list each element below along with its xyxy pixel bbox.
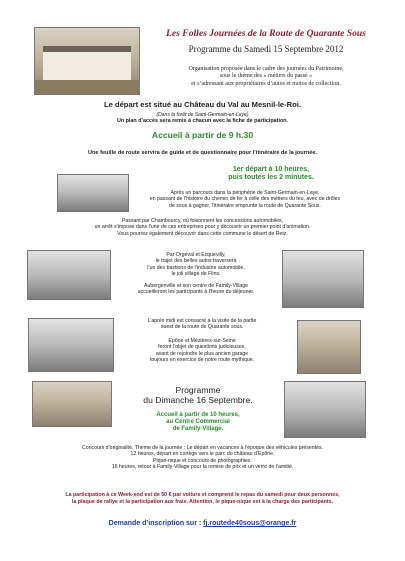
departure-times: [196, 166, 346, 183]
paragraph-epone: [116, 338, 288, 364]
postcard-photo-2: [297, 320, 361, 374]
paragraph-line: toujours en exercice de notre route mythique.: [149, 357, 255, 364]
paragraph-line: Aubergenville et son centre de Family-Village: [144, 283, 248, 289]
saturday-program-title: Programme du Samedi 15 Septembre 2012: [188, 44, 344, 54]
paragraph-line: de sous à gagner, l’itinéraire emprunte la route de Quarante Sous.: [169, 202, 321, 209]
garage-photo: [28, 318, 114, 372]
first-departure: 1er départ à 10 heures,: [232, 166, 310, 173]
intro-text: [146, 66, 386, 88]
roadbook-note: Une feuille de route servira de guide et de questionnaire pour l’itinéraire de la journée.: [87, 150, 318, 156]
paragraph-line: le joli village de Flins.: [171, 271, 221, 278]
sunday-detail-line: 12 heures, départ en cortège vers le parc du château d’Epône.: [130, 451, 275, 458]
contact-label: Demande d’inscription sur :: [108, 520, 202, 527]
paragraph-line: accueilleront les participants à l’heure du déjeuner.: [137, 289, 255, 296]
building-photo: [32, 381, 112, 427]
sunday-details: [10, 445, 395, 471]
sunday-title-line: du Dimanche 16 Septembre.: [143, 395, 253, 406]
sunday-welcome-line: Accueil à partir de 10 heures,: [156, 412, 240, 418]
paragraph-line: le trajet des belles autos traversera: [155, 258, 237, 265]
old-cars-photo: [284, 381, 366, 438]
contact-line: [0, 520, 405, 527]
participation-line: la plaque de rallye et la participation aux frais. Attention, le pique-nique est à la charge des participants.: [71, 499, 334, 505]
departure-interval: puis toutes les 2 minutes.: [228, 174, 314, 182]
forest-note: (Dans la forêt de Saint-Germain-en-Laye): [156, 112, 249, 118]
event-title: Les Folles Journées de la Route de Quarante Sous: [166, 28, 366, 39]
welcome-time: Accueil à partir de 9 h.30: [151, 130, 254, 140]
village-photo: [27, 250, 111, 300]
depart-title: Le départ est situé au Château du Val au Mesnil-le-Roi.: [103, 100, 302, 109]
paragraph-route-start: [110, 190, 380, 209]
sunday-welcome-line: au Centre Commercial: [166, 419, 230, 426]
sunday-detail-line: Pique-nique et concours de photographies.: [153, 457, 252, 464]
paragraph-line: avant de rejoindre le plus ancien garage: [155, 350, 249, 357]
paragraph-line: L’après midi est consacré à la visite de la partie: [147, 318, 257, 324]
paragraph-flins: [112, 252, 280, 278]
paragraph-line: Par Orgeval et Ecquevilly,: [166, 252, 226, 258]
plan-note: Un plan d’accès sera remis à chacun avec la fiche de participation.: [116, 118, 289, 124]
sunday-program-title: [112, 385, 284, 406]
sunday-welcome: [112, 412, 284, 434]
paragraph-line: en passant de l’histoire du chemin de fer à celle des métiers du feu, avec de drôles: [149, 196, 341, 203]
contact-email-link[interactable]: fj.routede40sous@orange.fr: [203, 520, 297, 527]
paragraph-line: Epône et Mézières-sur-Seine: [168, 338, 236, 344]
participation-note: [6, 492, 399, 506]
paragraph-line: Passant par Chambourcy, où foisonnent les concessions automobiles,: [121, 218, 284, 224]
paragraph-line: l’un des bastions de l’industrie automobile,: [147, 264, 245, 271]
paragraph-line: Vous pourrez également découvrir dans cette commune le désert de Retz.: [117, 230, 288, 237]
sunday-detail-line: Concours d’originalité. Thème de la journée : Le départ en vacances à l’époque des véhicules présentés.: [82, 445, 323, 451]
chateau-photo: [34, 27, 140, 95]
paragraph-line: Après un parcours dans la périphérie de Saint-Germain-en-Laye,: [170, 190, 320, 196]
paragraph-family-village: [112, 283, 280, 296]
paragraph-chambourcy: [20, 218, 385, 237]
participation-line: La participation à ce Week-end est de 50 € par voiture et comprend le repas du samedi pour deux personnes,: [65, 492, 340, 498]
sunday-welcome-line: de Family-Village.: [172, 426, 224, 433]
sunday-title-line: Programme: [175, 385, 221, 395]
paragraph-afternoon: [116, 318, 288, 331]
intro-line: Organisation proposée dans le cadre des journées du Patrimoine,: [188, 66, 344, 72]
paragraph-line: feront l’objet de questions judicieuses,: [158, 344, 246, 351]
intro-line: sous le thème des « métiers du passé »: [219, 73, 313, 80]
paragraph-line: ouest de la route de Quarante sous.: [160, 324, 244, 331]
postcard-photo-1: [282, 250, 364, 308]
paragraph-line: un arrêt s’impose dans l’une de ces entreprises pour y découvrir un premier point d’animation.: [94, 224, 311, 231]
sunday-detail-line: 16 heures, retour à Family-Village pour la remise de prix et un verre de l’amitié.: [111, 464, 294, 471]
intro-line: et s’adressant aux propriétaires d’autos et motos de collection.: [191, 80, 341, 87]
